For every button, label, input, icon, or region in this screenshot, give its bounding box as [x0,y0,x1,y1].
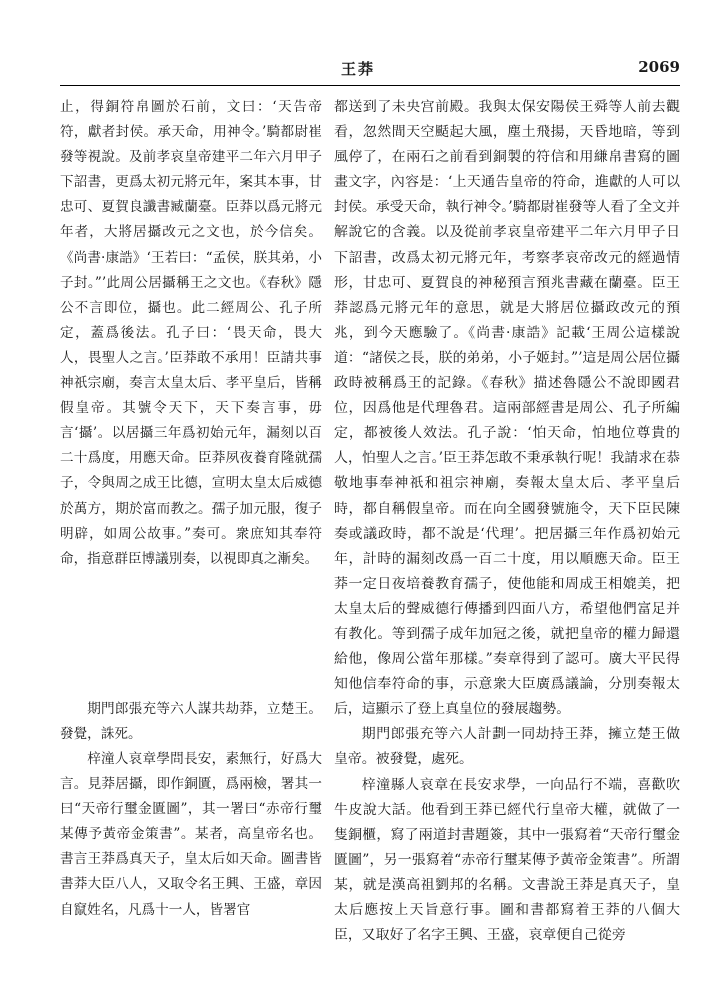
translation-paragraph-1: 都送到了未央宫前殿。我與太保安陽侯王舜等人前去觀看，忽然間天空颳起大風，塵土飛揚，天昏地暗，等到風停了，在兩石之前看到銅製的符信和用縑帛書寫的圖畫文字，內容是：‘上天通告皇帝的符命，進獻的人可以封侯。承受天命，執行神令。’騎都尉崔發等人看了全文并解說它的含義。以及從前孝哀皇帝建平二年六月甲子日下詔書，改爲太初元將元年，考察孝哀帝改元的經過情形，甘忠可、夏賀良的神秘預言預兆書藏在蘭臺。臣王莽認爲元將元年的意思，就是大將居位攝政改元的預兆，到今天應驗了。《尚書·康誥》記載‘王周公這樣說道：“諸侯之長，朕的弟弟，小子姬封。”’這是周公居位攝政時被稱爲王的記錄。《春秋》描述魯隱公不說即國君位，因爲他是代理魯君。這兩部經書是周公、孔子所編定，都被後人效法。孔子說：‘怕天命，怕地位尊貴的人，怕聖人之言。’臣王莽怎敢不秉承執行呢！我請求在恭敬地事奉神祇和祖宗神廟，奏報太皇太后、孝平皇后時，都自稱假皇帝。而在向全國發號施令，天下臣民陳奏或議政時，都不說是‘代理’。把居攝三年作爲初始元年，計時的漏刻改爲一百二十度，用以順應天命。臣王莽一定日夜培養教育孺子，使他能和周成王相媲美，把太皇太后的聲威德行傳播到四面八方，希望他們富足并有教化。等到孺子成年加冠之後，就把皇帝的權力歸還給他，像周公當年那樣。”奏章得到了認可。廣大平民得知他信奉符命的事，示意衆大臣廣爲議論，分別奏報太后，這顯示了登上真皇位的發展趨勢。 [334,99,680,718]
classical-paragraph-1: 止，得銅符帛圖於石前，文曰：‘天告帝符，獻者封侯。承天命，用神令。’騎都尉崔發等視說。及前孝哀皇帝建平二年六月甲子下詔書，更爲太初元將元年，案其本事，甘忠可、夏賀良讖書臧蘭臺。臣莽以爲元將元年者，大將居攝改元之文也，於今信矣。《尚書·康誥》‘王若曰：“孟侯，朕其弟，小子封。”’此周公居攝稱王之文也。《春秋》隱公不言即位，攝也。此二經周公、孔子所定，蓋爲後法。孔子曰：‘畏天命，畏大人，畏聖人之言。’臣莽敢不承用！臣請共事神祇宗廟，奏言太皇太后、孝平皇后，皆稱假皇帝。其號令天下，天下奏言事，毋言‘攝’。以居攝三年爲初始元年，漏刻以百二十爲度，用應天命。臣莽夙夜養育隆就孺子，令與周之成王比德，宣明太皇太后威德於萬方，期於富而教之。孺子加元服，復子明辟，如周公故事。”奏可。衆庶知其奉符命，指意群臣博議別奏，以視即真之漸矣。 [60,99,322,567]
classical-text-column [60,95,322,923]
classical-paragraph-3: 梓潼人哀章學問長安，素無行，好爲大言。見莽居攝，即作銅匱，爲兩檢，署其一曰“天帝行璽金匱圖”，其一署曰“赤帝行璽某傳予黃帝金策書”。某者，高皇帝名也。書言王莽爲真天子，皇太后如天命。圖書皆書莽大臣八人，又取令名王興、王盛，章因自竄姓名，凡爲十一人，皆署官 [60,750,322,918]
page-number: 2069 [638,58,680,76]
vernacular-translation-column [334,95,680,948]
header-rule [60,85,680,86]
page-header [0,0,716,88]
translation-paragraph-2: 期門郎張充等六人計劃一同劫持王莽，擁立楚王做皇帝。被發覺，處死。 [334,726,680,768]
classical-paragraph-2: 期門郎張充等六人謀共劫莽，立楚王。發覺，誅死。 [60,700,322,742]
column-gap [60,572,322,697]
translation-paragraph-3: 梓潼縣人哀章在長安求學，一向品行不端，喜歡吹牛皮說大話。他看到王莽已經代行皇帝大權，就做了一隻銅櫃，寫了兩道封書題簽，其中一張寫着“天帝行璽金匱圖”，另一張寫着“赤帝行璽某傳予黃帝金策書”。所謂某，就是漢高祖劉邦的名稱。文書說王莽是真天子，皇太后應按上天旨意行事。圖和書都寫着王莽的八個大臣，又取好了名字王興、王盛，哀章便自己從旁 [334,776,680,944]
running-title: 王莽 [340,60,375,78]
